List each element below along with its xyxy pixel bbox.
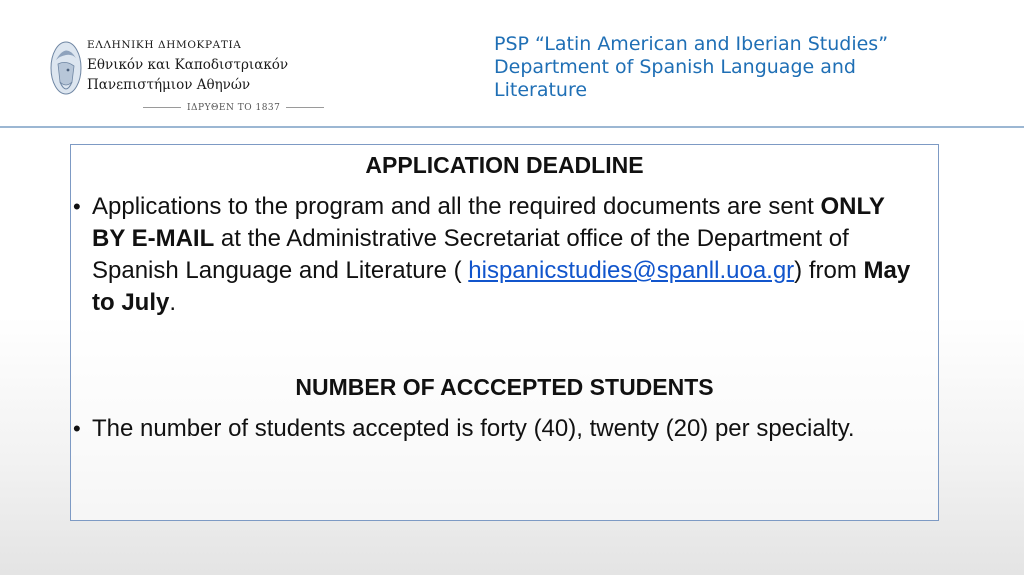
program-header-line3: Literature bbox=[494, 79, 588, 101]
bullet-marker: • bbox=[73, 416, 81, 441]
deadline-text-a: Applications to the program and all the required documents are sent bbox=[92, 193, 821, 220]
university-logo bbox=[48, 38, 318, 118]
program-header bbox=[494, 33, 964, 102]
email-link[interactable]: hispanicstudies@spanll.uoa.gr bbox=[468, 257, 795, 284]
bullet-marker: • bbox=[73, 194, 81, 219]
application-deadline-item bbox=[71, 191, 938, 319]
program-header-line1: PSP “Latin American and Iberian Studies” bbox=[494, 33, 889, 55]
logo-text bbox=[87, 38, 288, 95]
application-deadline-text bbox=[92, 191, 924, 319]
deadline-text-c: ) from bbox=[794, 257, 864, 284]
logo-founded-text: ΙΔΡΥΘΕΝ ΤΟ 1837 bbox=[187, 103, 281, 113]
accepted-students-item bbox=[71, 413, 938, 445]
athena-emblem-icon bbox=[48, 38, 84, 102]
accepted-students-text: The number of students accepted is forty (40), twenty (20) per specialty. bbox=[92, 415, 855, 442]
deadline-bold-email-only: ONLY BY E-MAIL bbox=[92, 193, 885, 252]
logo-founded-line bbox=[137, 103, 330, 113]
header-divider bbox=[0, 126, 1024, 128]
logo-line-university-2: Πανεπιστήμιον Αθηνών bbox=[87, 77, 251, 93]
accepted-students-heading: NUMBER OF ACCCEPTED STUDENTS bbox=[295, 374, 714, 400]
application-deadline-heading: APPLICATION DEADLINE bbox=[365, 152, 644, 178]
program-header-line2: Department of Spanish Language and bbox=[494, 56, 856, 78]
logo-line-republic: ΕΛΛΗΝΙΚΗ ΔΗΜΟΚΡΑΤΙΑ bbox=[87, 39, 242, 51]
deadline-bold-months: May to July bbox=[92, 257, 911, 316]
content-box bbox=[70, 144, 939, 521]
deadline-text-b: at the Administrative Secretariat office of the Department of Spanish Language and Literature ( bbox=[92, 225, 849, 284]
logo-line-university-1: Εθνικόν και Καποδιστριακόν bbox=[87, 57, 289, 73]
deadline-text-d: . bbox=[169, 289, 177, 316]
